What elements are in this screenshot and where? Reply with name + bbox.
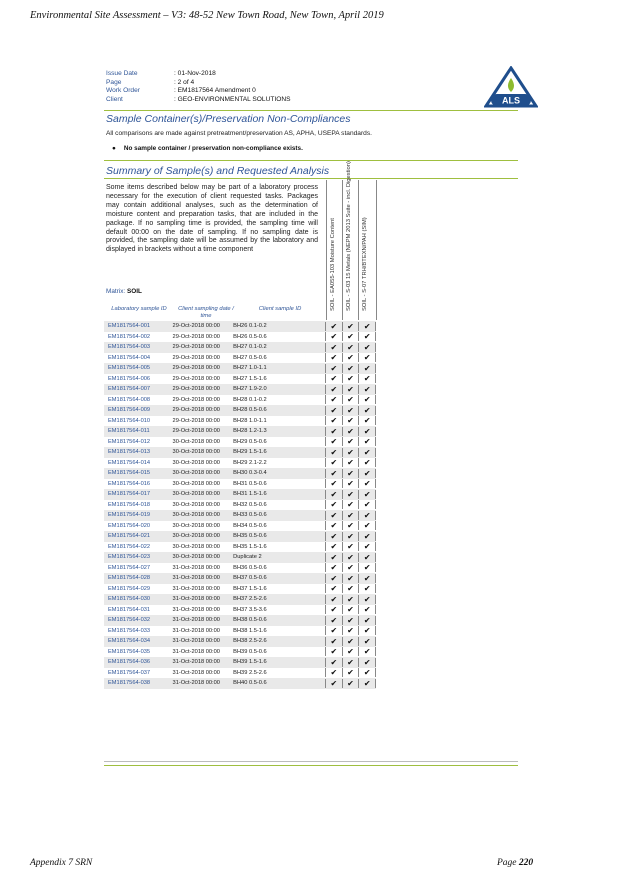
check-icon: ✔ [325, 605, 342, 614]
check-icon: ✔ [358, 637, 376, 646]
divider [104, 765, 518, 766]
client-sample-id-cell: BH39 2.5-2.6 [233, 669, 267, 676]
check-icon: ✔ [325, 658, 342, 667]
client-sample-id-cell: BH39 1.5-1.6 [233, 659, 267, 666]
lab-sample-id-cell: EM1817564-001 [108, 323, 151, 330]
table-row [104, 395, 376, 406]
lab-sample-id-cell: EM1817564-029 [108, 585, 151, 592]
check-icon: ✔ [342, 574, 359, 583]
check-icon: ✔ [342, 332, 359, 341]
table-row [104, 668, 376, 679]
lab-sample-id-cell: EM1817564-016 [108, 480, 151, 487]
sampling-date-cell: 30-Oct-2018 00:00 [172, 554, 220, 561]
comparison-note: All comparisons are made against pretreatment/preservation AS, APHA, USEPA standards. [106, 130, 372, 137]
lab-sample-id-cell: EM1817564-031 [108, 606, 151, 613]
check-icon: ✔ [358, 605, 376, 614]
lab-sample-id-cell: EM1817564-028 [108, 575, 151, 582]
client-sample-id-cell: BH29 1.5-1.6 [233, 449, 267, 456]
check-icon: ✔ [342, 343, 359, 352]
matrix-label: Matrix: [106, 288, 126, 295]
table-row [104, 584, 376, 595]
check-icon: ✔ [342, 395, 359, 404]
lab-sample-id-cell: EM1817564-015 [108, 470, 151, 477]
check-icon: ✔ [358, 406, 376, 415]
sampling-date-cell: 29-Oct-2018 00:00 [172, 323, 220, 330]
check-icon: ✔ [325, 479, 342, 488]
table-row [104, 489, 376, 500]
check-icon: ✔ [325, 532, 342, 541]
analysis-column-header [342, 161, 359, 320]
sampling-date-cell: 31-Oct-2018 00:00 [172, 659, 220, 666]
lab-sample-id-cell: EM1817564-036 [108, 659, 151, 666]
table-row [104, 468, 376, 479]
sampling-date-cell: 31-Oct-2018 00:00 [172, 617, 220, 624]
analysis-header-text: SOIL - S-03 15 Metals (NEPM 2013 Suite - incl. Digestion) [346, 161, 352, 311]
table-row [104, 657, 376, 668]
client-sample-id-cell: BH33 0.5-0.6 [233, 512, 267, 519]
table-row [104, 521, 376, 532]
check-icon: ✔ [358, 511, 376, 520]
check-icon: ✔ [358, 668, 376, 677]
table-row [104, 384, 376, 395]
check-icon: ✔ [325, 469, 342, 478]
sampling-date-cell: 29-Oct-2018 00:00 [172, 386, 220, 393]
lab-sample-id-cell: EM1817564-027 [108, 564, 151, 571]
client-sample-id-cell: BH27 1.5-1.6 [233, 375, 267, 382]
sampling-date-cell: 29-Oct-2018 00:00 [172, 354, 220, 361]
check-icon: ✔ [358, 469, 376, 478]
table-row [104, 416, 376, 427]
table-row [104, 479, 376, 490]
client-sample-id-cell: BH36 0.5-0.6 [233, 564, 267, 571]
lab-sample-id-cell: EM1817564-008 [108, 396, 151, 403]
sampling-date-cell: 31-Oct-2018 00:00 [172, 585, 220, 592]
als-logo [484, 66, 538, 110]
lab-sample-id-cell: EM1817564-004 [108, 354, 151, 361]
check-icon: ✔ [342, 668, 359, 677]
meta-label: Client [106, 95, 123, 103]
table-row [104, 542, 376, 553]
check-icon: ✔ [342, 353, 359, 362]
sampling-date-cell: 29-Oct-2018 00:00 [172, 375, 220, 382]
check-icon: ✔ [325, 521, 342, 530]
meta-value: : EM1817564 Amendment 0 [174, 87, 256, 94]
lab-sample-id-cell: EM1817564-014 [108, 459, 151, 466]
check-icon: ✔ [325, 385, 342, 394]
check-icon: ✔ [325, 322, 342, 331]
client-sample-id-cell: BH38 1.5-1.6 [233, 627, 267, 634]
check-icon: ✔ [325, 395, 342, 404]
table-row [104, 447, 376, 458]
sampling-date-cell: 30-Oct-2018 00:00 [172, 480, 220, 487]
sampling-date-cell: 31-Oct-2018 00:00 [172, 638, 220, 645]
check-icon: ✔ [358, 658, 376, 667]
check-icon: ✔ [325, 679, 342, 688]
table-row [104, 363, 376, 374]
sampling-date-cell: 30-Oct-2018 00:00 [172, 543, 220, 550]
check-icon: ✔ [325, 332, 342, 341]
check-icon: ✔ [358, 427, 376, 436]
lab-sample-id-cell: EM1817564-003 [108, 344, 151, 351]
client-sample-id-cell: BH30 0.3-0.4 [233, 470, 267, 477]
table-row [104, 374, 376, 385]
footer-page-number: 220 [518, 858, 534, 868]
check-icon: ✔ [358, 458, 376, 467]
client-sample-id-cell: BH28 1.0-1.1 [233, 417, 267, 424]
check-icon: ✔ [342, 364, 359, 373]
client-sample-id-cell: BH27 0.1-0.2 [233, 344, 267, 351]
lab-sample-id-cell: EM1817564-010 [108, 417, 151, 424]
meta-row [106, 70, 291, 79]
check-icon: ✔ [342, 469, 359, 478]
client-sample-id-cell: BH28 0.5-0.6 [233, 407, 267, 414]
sampling-date-cell: 30-Oct-2018 00:00 [172, 491, 220, 498]
table-row [104, 405, 376, 416]
check-icon: ✔ [342, 584, 359, 593]
check-icon: ✔ [358, 416, 376, 425]
sampling-date-cell: 29-Oct-2018 00:00 [172, 365, 220, 372]
sample-table [104, 321, 376, 689]
sampling-date-cell: 31-Oct-2018 00:00 [172, 564, 220, 571]
lab-sample-id-cell: EM1817564-034 [108, 638, 151, 645]
check-icon: ✔ [325, 353, 342, 362]
lab-sample-id-cell: EM1817564-005 [108, 365, 151, 372]
sampling-date-cell: 30-Oct-2018 00:00 [172, 438, 220, 445]
client-sample-id-cell: BH40 0.5-0.6 [233, 680, 267, 687]
check-icon: ✔ [342, 595, 359, 604]
column-header-sampling: Client sampling date / time [178, 306, 234, 319]
client-sample-id-cell: BH34 0.5-0.6 [233, 522, 267, 529]
check-icon: ✔ [342, 679, 359, 688]
lab-sample-id-cell: EM1817564-021 [108, 533, 151, 540]
client-sample-id-cell: BH27 1.9-2.0 [233, 386, 267, 393]
meta-label: Work Order [106, 87, 140, 94]
check-icon: ✔ [325, 626, 342, 635]
check-icon: ✔ [358, 364, 376, 373]
summary-intro-paragraph: Some items described below may be part of a laboratory process necessary for the execution of client requested tasks. Packages may contain additional analyses, such as the determination of moisture content and preparation tasks, that are included in the package. If no sampling time is provided, the sampling time will default 00:00 on the date of sampling. If no sampling date is provided, the sampling date will be assumed by the laboratory and displayed in brackets without a time component [106, 184, 318, 254]
client-sample-id-cell: BH26 0.1-0.2 [233, 323, 267, 330]
check-icon: ✔ [342, 626, 359, 635]
analysis-header-text: SOIL - EA055-103 Moisture Content [330, 218, 336, 311]
check-icon: ✔ [325, 437, 342, 446]
table-row [104, 500, 376, 511]
column-header-client-id: Client sample ID [258, 306, 302, 312]
check-icon: ✔ [325, 374, 342, 383]
table-row [104, 626, 376, 637]
meta-value: : 01-Nov-2018 [174, 70, 216, 77]
section-title-noncompliance: Sample Container(s)/Preservation Non-Compliances [106, 113, 351, 125]
check-icon: ✔ [325, 500, 342, 509]
check-icon: ✔ [325, 553, 342, 562]
check-icon: ✔ [342, 374, 359, 383]
meta-value: : GEO-ENVIRONMENTAL SOLUTIONS [174, 95, 291, 103]
check-icon: ✔ [325, 668, 342, 677]
sampling-date-cell: 30-Oct-2018 00:00 [172, 470, 220, 477]
check-icon: ✔ [342, 658, 359, 667]
client-sample-id-cell: BH35 0.5-0.6 [233, 533, 267, 540]
bullet-item [112, 145, 303, 152]
check-icon: ✔ [325, 364, 342, 373]
table-row [104, 678, 376, 689]
footer-page [497, 858, 533, 868]
table-row [104, 647, 376, 658]
check-icon: ✔ [325, 343, 342, 352]
meta-row [106, 96, 291, 105]
divider [104, 160, 518, 161]
check-icon: ✔ [358, 584, 376, 593]
table-row [104, 458, 376, 469]
check-icon: ✔ [358, 500, 376, 509]
lab-sample-id-cell: EM1817564-012 [108, 438, 151, 445]
check-icon: ✔ [325, 616, 342, 625]
client-sample-id-cell: BH37 3.5-3.6 [233, 606, 267, 613]
matrix-value: SOIL [126, 288, 142, 295]
client-sample-id-cell: BH39 0.5-0.6 [233, 648, 267, 655]
check-icon: ✔ [342, 563, 359, 572]
check-icon: ✔ [325, 574, 342, 583]
check-icon: ✔ [342, 458, 359, 467]
check-icon: ✔ [358, 574, 376, 583]
sampling-date-cell: 29-Oct-2018 00:00 [172, 333, 220, 340]
check-icon: ✔ [342, 647, 359, 656]
lab-sample-id-cell: EM1817564-020 [108, 522, 151, 529]
meta-label: Page [106, 78, 122, 86]
client-sample-id-cell: BH28 0.1-0.2 [233, 396, 267, 403]
check-icon: ✔ [342, 406, 359, 415]
lab-sample-id-cell: EM1817564-037 [108, 669, 151, 676]
client-sample-id-cell: BH38 2.5-2.6 [233, 638, 267, 645]
meta-label: Issue Date [106, 70, 138, 77]
lab-sample-id-cell: EM1817564-006 [108, 375, 151, 382]
check-icon: ✔ [325, 427, 342, 436]
sampling-date-cell: 31-Oct-2018 00:00 [172, 669, 220, 676]
meta-row [106, 79, 291, 88]
check-icon: ✔ [358, 626, 376, 635]
lab-sample-id-cell: EM1817564-022 [108, 543, 151, 550]
check-icon: ✔ [342, 437, 359, 446]
check-icon: ✔ [342, 521, 359, 530]
client-sample-id-cell: Duplicate 2 [233, 554, 262, 561]
check-icon: ✔ [342, 553, 359, 562]
table-row [104, 636, 376, 647]
client-sample-id-cell: BH35 1.5-1.6 [233, 543, 267, 550]
table-row [104, 615, 376, 626]
client-sample-id-cell: BH37 0.5-0.6 [233, 575, 267, 582]
check-icon: ✔ [325, 416, 342, 425]
check-icon: ✔ [358, 448, 376, 457]
table-row [104, 321, 376, 332]
column-header-lab-id: Laboratory sample ID [111, 306, 167, 312]
check-icon: ✔ [342, 385, 359, 394]
check-icon: ✔ [342, 490, 359, 499]
lab-sample-id-cell: EM1817564-011 [108, 428, 150, 435]
lab-sample-id-cell: EM1817564-013 [108, 449, 151, 456]
lab-sample-id-cell: EM1817564-007 [108, 386, 151, 393]
meta-value: : 2 of 4 [174, 78, 195, 86]
lab-sample-id-cell: EM1817564-019 [108, 512, 151, 519]
check-icon: ✔ [342, 416, 359, 425]
footer-page-label: Page [497, 858, 517, 868]
check-icon: ✔ [342, 542, 359, 551]
analysis-header-text: SOIL - S-07 TRH/BTEXN/PAH (SIM) [362, 217, 368, 311]
table-row [104, 342, 376, 353]
check-icon: ✔ [358, 542, 376, 551]
sampling-date-cell: 30-Oct-2018 00:00 [172, 459, 220, 466]
logo-text: ALS [502, 95, 520, 106]
matrix-line [106, 288, 142, 295]
client-sample-id-cell: BH31 0.5-0.6 [233, 480, 267, 487]
check-icon: ✔ [325, 542, 342, 551]
sampling-date-cell: 29-Oct-2018 00:00 [172, 407, 220, 414]
client-sample-id-cell: BH29 2.1-2.2 [233, 459, 267, 466]
bullet-text: No sample container / preservation non-compliance exists. [123, 145, 303, 152]
check-icon: ✔ [358, 479, 376, 488]
check-icon: ✔ [325, 490, 342, 499]
sampling-date-cell: 29-Oct-2018 00:00 [172, 344, 220, 351]
lab-sample-id-cell: EM1817564-017 [108, 491, 151, 498]
check-icon: ✔ [358, 353, 376, 362]
sampling-date-cell: 30-Oct-2018 00:00 [172, 522, 220, 529]
lab-sample-id-cell: EM1817564-030 [108, 596, 151, 603]
check-icon: ✔ [358, 437, 376, 446]
divider [104, 110, 518, 111]
lab-sample-id-cell: EM1817564-038 [108, 680, 151, 687]
check-icon: ✔ [325, 511, 342, 520]
section-title-summary: Summary of Sample(s) and Requested Analysis [106, 165, 330, 177]
lab-sample-id-cell: EM1817564-009 [108, 407, 151, 414]
lab-sample-id-cell: EM1817564-032 [108, 617, 151, 624]
table-row [104, 426, 376, 437]
sampling-date-cell: 31-Oct-2018 00:00 [172, 596, 220, 603]
check-icon: ✔ [358, 322, 376, 331]
divider [104, 178, 518, 179]
table-row [104, 510, 376, 521]
check-icon: ✔ [325, 595, 342, 604]
check-icon: ✔ [325, 406, 342, 415]
client-sample-id-cell: BH27 1.0-1.1 [233, 365, 267, 372]
table-row [104, 353, 376, 364]
sampling-date-cell: 29-Oct-2018 00:00 [172, 396, 220, 403]
client-sample-id-cell: BH27 0.5-0.6 [233, 354, 267, 361]
check-icon: ✔ [325, 637, 342, 646]
table-row [104, 605, 376, 616]
client-sample-id-cell: BH38 0.5-0.6 [233, 617, 267, 624]
check-icon: ✔ [325, 647, 342, 656]
check-icon: ✔ [325, 584, 342, 593]
check-icon: ✔ [358, 521, 376, 530]
check-icon: ✔ [358, 563, 376, 572]
check-icon: ✔ [358, 616, 376, 625]
check-icon: ✔ [342, 532, 359, 541]
sampling-date-cell: 31-Oct-2018 00:00 [172, 648, 220, 655]
footer-appendix: Appendix 7 SRN [30, 858, 93, 868]
check-icon: ✔ [325, 458, 342, 467]
sampling-date-cell: 29-Oct-2018 00:00 [172, 428, 220, 435]
check-icon: ✔ [342, 479, 359, 488]
check-icon: ✔ [358, 553, 376, 562]
table-row [104, 552, 376, 563]
client-sample-id-cell: BH29 0.5-0.6 [233, 438, 267, 445]
lab-sample-id-cell: EM1817564-035 [108, 648, 151, 655]
check-icon: ✔ [342, 427, 359, 436]
check-icon: ✔ [358, 532, 376, 541]
sampling-date-cell: 31-Oct-2018 00:00 [172, 575, 220, 582]
check-icon: ✔ [342, 500, 359, 509]
lab-sample-id-cell: EM1817564-002 [108, 333, 151, 340]
client-sample-id-cell: BH37 1.5-1.6 [233, 585, 267, 592]
check-icon: ✔ [342, 605, 359, 614]
client-sample-id-cell: BH28 1.2-1.3 [233, 428, 267, 435]
report-metadata [106, 70, 291, 104]
running-header: Environmental Site Assessment – V3: 48-52 New Town Road, New Town, April 2019 [30, 10, 384, 21]
sampling-date-cell: 30-Oct-2018 00:00 [172, 533, 220, 540]
table-row [104, 563, 376, 574]
sampling-date-cell: 31-Oct-2018 00:00 [172, 680, 220, 687]
analysis-column-header [358, 180, 377, 320]
table-row [104, 573, 376, 584]
check-icon: ✔ [358, 395, 376, 404]
check-icon: ✔ [342, 511, 359, 520]
lab-sample-id-cell: EM1817564-033 [108, 627, 151, 634]
lab-sample-id-cell: EM1817564-018 [108, 501, 151, 508]
check-icon: ✔ [342, 322, 359, 331]
check-icon: ✔ [358, 332, 376, 341]
sampling-date-cell: 31-Oct-2018 00:00 [172, 627, 220, 634]
client-sample-id-cell: BH32 0.5-0.6 [233, 501, 267, 508]
check-icon: ✔ [342, 448, 359, 457]
table-row [104, 332, 376, 343]
sampling-date-cell: 29-Oct-2018 00:00 [172, 417, 220, 424]
check-icon: ✔ [358, 595, 376, 604]
client-sample-id-cell: BH31 1.5-1.6 [233, 491, 267, 498]
sampling-date-cell: 30-Oct-2018 00:00 [172, 512, 220, 519]
check-icon: ✔ [325, 563, 342, 572]
client-sample-id-cell: BH26 0.5-0.6 [233, 333, 267, 340]
sampling-date-cell: 30-Oct-2018 00:00 [172, 449, 220, 456]
check-icon: ✔ [342, 637, 359, 646]
meta-row [106, 87, 291, 96]
check-icon: ✔ [358, 490, 376, 499]
check-icon: ✔ [358, 679, 376, 688]
check-icon: ✔ [358, 647, 376, 656]
check-icon: ✔ [358, 385, 376, 394]
table-bottom-rule [104, 761, 518, 762]
client-sample-id-cell: BH37 2.5-2.6 [233, 596, 267, 603]
check-icon: ✔ [358, 343, 376, 352]
check-icon: ✔ [342, 616, 359, 625]
lab-sample-id-cell: EM1817564-023 [108, 554, 151, 561]
analysis-column-header [326, 180, 343, 320]
sampling-date-cell: 30-Oct-2018 00:00 [172, 501, 220, 508]
check-icon: ✔ [358, 374, 376, 383]
table-row [104, 594, 376, 605]
bullet-icon: ● [112, 145, 116, 152]
table-row [104, 531, 376, 542]
check-icon: ✔ [325, 448, 342, 457]
sampling-date-cell: 31-Oct-2018 00:00 [172, 606, 220, 613]
table-row [104, 437, 376, 448]
